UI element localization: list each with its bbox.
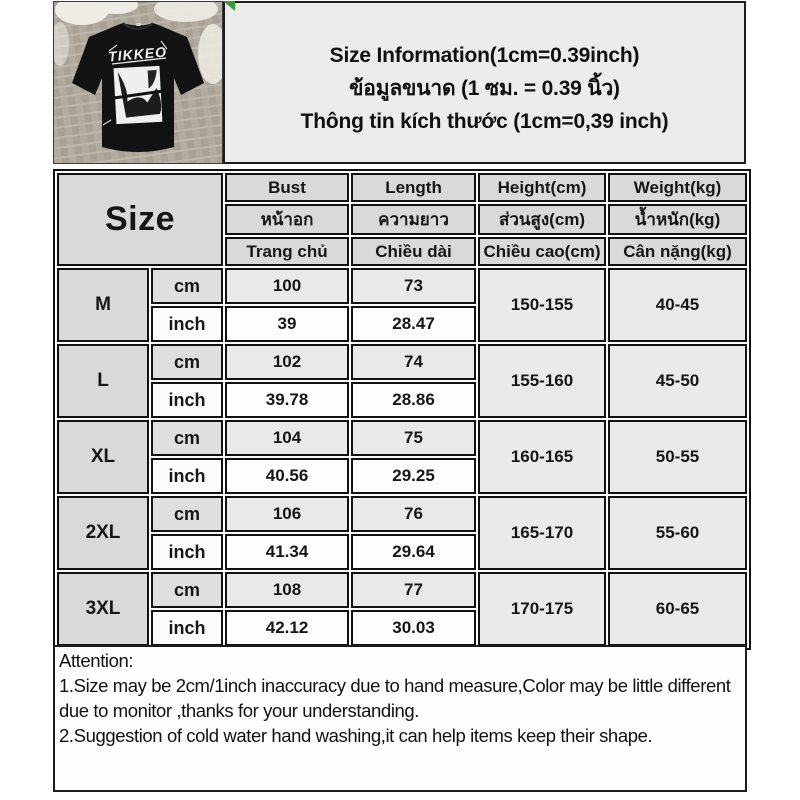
title-english: Size Information(1cm=0.39inch) [329,44,640,67]
size-label: L [57,344,149,418]
table-cell: 155-160 [478,344,606,418]
unit-label-cm: cm [151,572,223,608]
col-header-length-vi: Chiều dài [351,237,476,266]
col-header-bust-vi: Trang chủ [225,237,349,266]
table-cell: 41.34 [225,534,349,570]
table-cell: 29.64 [351,534,476,570]
table-cell: 40.56 [225,458,349,494]
table-cell: 170-175 [478,572,606,646]
table-cell: 106 [225,496,349,532]
size-table [53,169,751,650]
col-header-height-en: Height(cm) [478,173,606,202]
svg-text:TIKKEO: TIKKEO [107,43,168,65]
title-thai: ข้อมูลขนาด (1 ซม. = 0.39 นิ้ว) [349,77,620,100]
table-cell: 42.12 [225,610,349,646]
table-row [57,420,747,456]
tshirt-photo-illustration [54,2,222,163]
table-cell: 73 [351,268,476,304]
table-cell: 50-55 [608,420,747,494]
unit-label-inch: inch [151,610,223,646]
unit-label-inch: inch [151,306,223,342]
table-cell: 75 [351,420,476,456]
unit-label-cm: cm [151,420,223,456]
table-cell: 40-45 [608,268,747,342]
attention-note-2: 2.Suggestion of cold water hand washing,it can help items keep their shape. [59,725,653,746]
size-label: 3XL [57,572,149,646]
table-cell: 100 [225,268,349,304]
table-cell: 74 [351,344,476,380]
col-header-length-en: Length [351,173,476,202]
header-row-en [57,173,747,202]
unit-label-cm: cm [151,268,223,304]
table-row [57,268,747,304]
col-header-height-th: ส่วนสูง(cm) [478,204,606,235]
col-header-weight-th: น้ำหนัก(kg) [608,204,747,235]
col-header-weight-vi: Cân nặng(kg) [608,237,747,266]
col-header-bust-th: หน้าอก [225,204,349,235]
table-cell: 108 [225,572,349,608]
title-vietnamese: Thông tin kích thước (1cm=0,39 inch) [300,110,669,133]
table-cell: 45-50 [608,344,747,418]
table-cell: 55-60 [608,496,747,570]
attention-note-1: 1.Size may be 2cm/1inch inaccuracy due to hand measure,Color may be little different due to monitor ,thanks for your understanding. [59,675,731,721]
table-cell: 28.86 [351,382,476,418]
unit-label-inch: inch [151,534,223,570]
col-header-bust-en: Bust [225,173,349,202]
table-cell: 39 [225,306,349,342]
table-cell: 39.78 [225,382,349,418]
table-cell: 30.03 [351,610,476,646]
table-cell: 29.25 [351,458,476,494]
size-label: M [57,268,149,342]
table-row [57,572,747,608]
attention-heading: Attention: [59,650,134,671]
unit-label-cm: cm [151,496,223,532]
table-cell: 160-165 [478,420,606,494]
size-label: 2XL [57,496,149,570]
table-cell: 150-155 [478,268,606,342]
table-cell: 76 [351,496,476,532]
col-header-length-th: ความยาว [351,204,476,235]
table-row [57,496,747,532]
table-cell: 104 [225,420,349,456]
table-cell: 60-65 [608,572,747,646]
unit-label-inch: inch [151,458,223,494]
table-cell: 165-170 [478,496,606,570]
size-corner-header: Size [57,173,223,266]
table-cell: 28.47 [351,306,476,342]
col-header-weight-en: Weight(kg) [608,173,747,202]
table-row [57,344,747,380]
attention-box [53,645,747,792]
size-label: XL [57,420,149,494]
product-photo [53,1,223,164]
table-cell: 77 [351,572,476,608]
table-cell: 102 [225,344,349,380]
unit-label-cm: cm [151,344,223,380]
col-header-height-vi: Chiều cao(cm) [478,237,606,266]
title-box [223,1,746,164]
unit-label-inch: inch [151,382,223,418]
